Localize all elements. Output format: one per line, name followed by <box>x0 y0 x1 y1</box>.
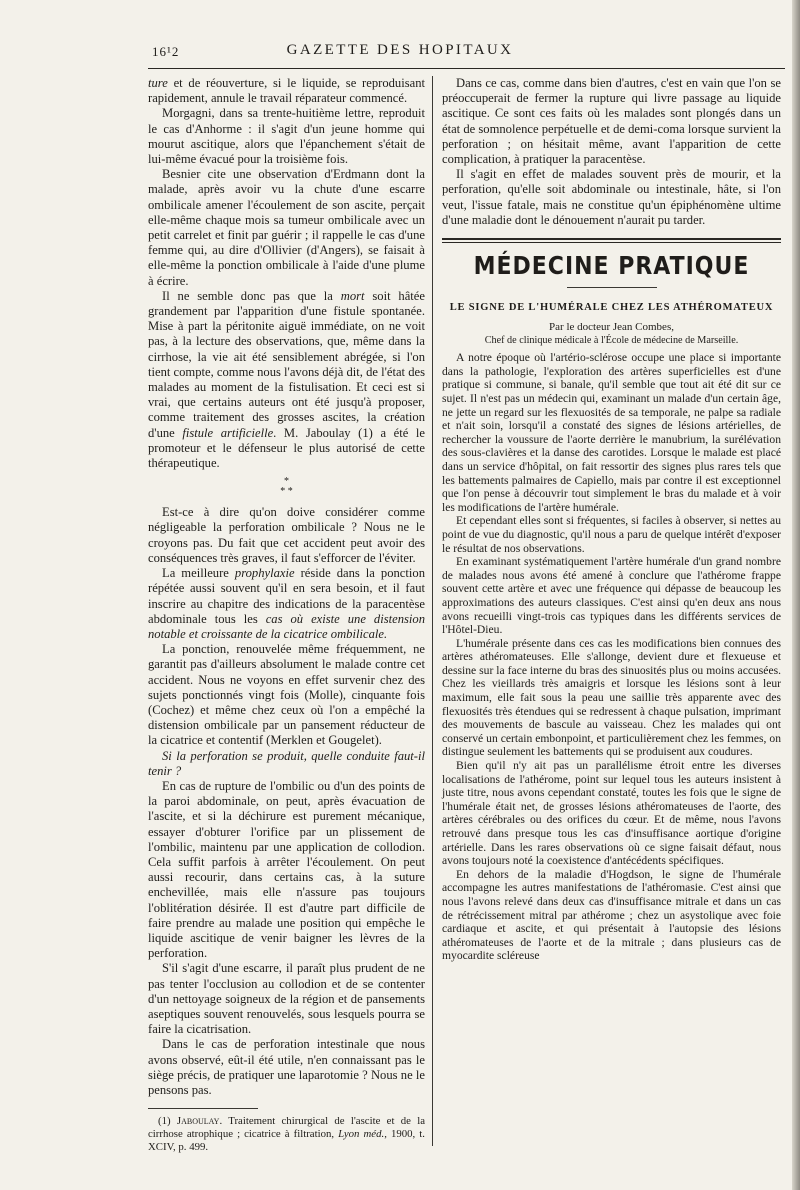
paragraph: Dans ce cas, comme dans bien d'autres, c'est en vain que l'on se préoccuperait de fermer la rupture qui livre passage au liquide ascitique. Ce sont ces faits où les malades sont plongés dans un état de somnolence perpétuelle et de demi-coma lorsque survient la perforation ; on hésitait même, avant l'apparition de cette complication, à pratiquer la paracentèse. <box>442 76 781 167</box>
footnote-rule <box>148 1108 258 1109</box>
article-title: LE SIGNE DE L'HUMÉRALE CHEZ LES ATHÉROMATEUX <box>449 302 774 314</box>
paragraph: L'humérale présente dans ces cas les modifications bien connues des artères athéromateuses. Elle s'allonge, devient dure et flexueuse et dessine sur la face interne du bras des sinuosités plus ou moins accusées. Chez les vieillards très amaigris et lorsque les lésions sont à leur maximum, elle fait sous la peau une saillie très apparente avec des flexuosités très étendues qui se redressent à chaque pulsation, imprimant des mouvements de bascule au vaisseau. Chez les malades qui ont conservé un certain embonpoint, et particulièrement chez les femmes, on distingue seulement les battements qui se produisent aux coudures. <box>442 636 781 759</box>
paragraph: Bien qu'il n'y ait pas un parallélisme étroit entre les diverses localisations de l'athérome, point sur lequel tous les auteurs insistent à juste titre, nous avons cependant constaté, toutes les fois que le signe de l'humérale était net, de grosses lésions athéromateuses de l'aorte, des artères cérébrales ou des orifices du cœur. Et de même, nous l'avons retrouvé dans presque tous les cas d'insuffisance aortique d'origine artérielle. Dans les rares observations où ce signe faisait défaut, nous avons toujours noté la coexistence d'antécédents spécifiques. <box>442 759 781 868</box>
affiliation: Chef de clinique médicale à l'École de médecine de Marseille. <box>484 335 739 347</box>
section-rule-double <box>442 238 781 243</box>
paragraph: Morgagni, dans sa trente-huitième lettre, reproduit le cas d'Anhorme : il s'agit d'un jeune homme qui mourut ascitique, alors que l'épanchement s'était de lui-même évacué pour la troisième fois. <box>148 106 425 167</box>
header-rule <box>148 68 785 69</box>
paragraph: Besnier cite une observation d'Erdmann dont la malade, après avoir vu la chute d'une escarre ombilicale amener l'écoulement de son ascite, perçait elle-même chaque mois sa tumeur ombilicale avec un petit carrelet et finit par guérir ; il rappelle le cas d'une femme qui, au dire d'Ollivier (d'Angers), se faisait à elle-même la ponction ombilicale à l'aide d'une plume à écrire. <box>148 167 425 288</box>
page-number: 16¹2 <box>152 44 180 59</box>
paragraph: La meilleure prophylaxie réside dans la ponction répétée aussi souvent qu'il en sera besoin, et il faut inscrire au chapitre des indications de la paracentèse abdominale tous les cas où existe une distension notable et croissante de la cicatrice ombilicale. <box>148 566 425 641</box>
paragraph: S'il s'agit d'une escarre, il paraît plus prudent de ne pas tenter l'occlusion au collodion et de se contenter d'un nettoyage soigneux de la région et de pansements aseptiques souvent renouvelés, sous lesquels pourra se faire la cicatrisation. <box>148 961 425 1037</box>
footnote: (1) Jaboulay. Traitement chirurgical de l'ascite et de la cirrhose atrophique ; cicatrice à filtration, Lyon méd., 1900, t. XCIV, p. 499. <box>148 1115 426 1154</box>
paragraph: ture et de réouverture, si le liquide, se reproduisant rapidement, annule le travail réparateur commencé. <box>148 76 425 106</box>
paragraph: En dehors de la maladie d'Hogdson, le signe de l'humérale accompagne les autres manifestations de l'athéromasie. C'est ainsi que nous l'avons relevé dans deux cas d'insuffisance mitrale et dans un cas de rétrécissement mitral par athérome ; chez un asystolique avec foie cardiaque et ascite, et qui présentait à l'autopsie des lésions athéromateuses de l'aorte et de la mitrale ; dans plusieurs cas de myocardite scléreuse <box>442 867 781 963</box>
paragraph: En cas de rupture de l'ombilic ou d'un des points de la paroi abdominale, on peut, après évacuation de l'ascite, et si la déchirure est purement mécanique, essayer d'obturer l'orifice par un plissement de l'ombilic, maintenu par une application de collodion. Cela suffit parfois à arrêter l'écoulement. On peut aussi recourir, dans certains cas, à la suture enchevillée, mais elle n'assure pas toujours l'oblitération désirée. Il est d'autre part difficile de faire prendre au malade une position qui empêche le liquide ascitique de venir baigner les lèvres de la perforation. <box>148 778 425 961</box>
byline: Par le docteur Jean Combes, <box>549 321 674 334</box>
right-column <box>442 76 781 963</box>
italic-question: Si la perforation se produit, quelle conduite faut-il tenir ? <box>148 748 425 778</box>
section-title: MÉDECINE PRATIQUE <box>473 252 750 281</box>
section-break-asterisks: * * * <box>280 476 293 498</box>
left-column <box>148 76 425 1154</box>
article-body <box>442 351 781 963</box>
section-rule <box>567 287 657 288</box>
paragraph: La ponction, renouvelée même fréquemment, ne garantit pas d'ailleurs absolument le malade contre cet accident. Nous ne voyons en effet survenir chez des sujets ponctionnés vingt fois (Molle), cinquante fois (Cochez) et même chez ceux où l'on a empêché la distension ombilicale par un pansement réducteur de la cicatrice et contentif (Merklen et Gougelet). <box>148 642 425 748</box>
running-head: GAZETTE DES HOPITAUX <box>286 42 514 58</box>
paragraph: En examinant systématiquement l'artère humérale d'un grand nombre de malades nous avons été amené à conclure que l'athérome frappe souvent cette artère et avec une fréquence qui dépasse de beaucoup les approximations des auteurs classiques. C'est ainsi qu'en deux ans nous avons recueilli vingt-trois cas typiques dans les différents services de l'Hôtel-Dieu. <box>442 555 781 637</box>
paragraph: Et cependant elles sont si fréquentes, si faciles à observer, si nettes au point de vue du diagnostic, qu'il nous a paru de quelque intérêt d'exposer le résultat de nos observations. <box>442 514 781 555</box>
paragraph: A notre époque où l'artério-sclérose occupe une place si importante dans la pathologie, l'exploration des artères superficielles est d'une pratique si commune, si banale, qu'il semble que tout ait été dit sur ce sujet. Il n'est pas un médecin qui, examinant un malade d'un certain âge, ne jette un regard sur les flexuosités de sa temporale, ne palpe sa radiale et n'ait soin, lorsqu'il a constaté des signes de lésions artérielles, de rechercher la voussure de l'aorte derrière le manubrium, la surélévation des sous-clavières et la danse des carotides. Lorsque le malade est placé dans un service d'hôpital, on fait ressortir des signes plus rares tels que les battements palmaires de Capiello, mais par contre il est exceptionnel que l'on pense à découvrir tout simplement le bras du malade et à voir les modifications de l'artère humérale. <box>442 351 781 514</box>
paragraph: Il s'agit en effet de malades souvent près de mourir, et la perforation, qu'elle soit abdominale ou intestinale, hâte, si l'on veut, l'issue fatale, mais ne constitue qu'un épiphénomène ultime d'une maladie dont le dénouement n'aurait pu tarder. <box>442 167 781 227</box>
column-divider <box>432 76 433 1146</box>
paragraph: Est-ce à dire qu'on doive considérer comme négligeable la perforation ombilicale ? Nous ne le croyons pas. Du fait que cet accident peut avoir des conséquences très graves, il faut s'efforcer de l'éviter. <box>148 505 425 565</box>
paragraph: Il ne semble donc pas que la mort soit hâtée grandement par l'apparition d'une fistule spontanée. Mise à part la péritonite aiguë immédiate, on ne voit pas, à la lecture des observations, que, même dans la cirrhose, la vie ait été sensiblement abrégée, si l'on tient compte, comme nous l'avons déjà dit, de l'état des malades au moment de la fistulisation. Et ceci est si vrai, que certains auteurs ont été jusqu'à proposer, comme traitement des grosses ascites, la création d'une fistule artificielle. M. Jaboulay (1) a été le promoteur et le défenseur le plus autorisé de cette thérapeutique. <box>148 288 425 471</box>
page-edge-shadow <box>792 0 800 1190</box>
paragraph: Dans le cas de perforation intestinale que nous avons observé, eût-il été utile, n'en connaissant pas le siège précis, de pratiquer une laparotomie ? Nous ne le pensons pas. <box>148 1037 425 1097</box>
